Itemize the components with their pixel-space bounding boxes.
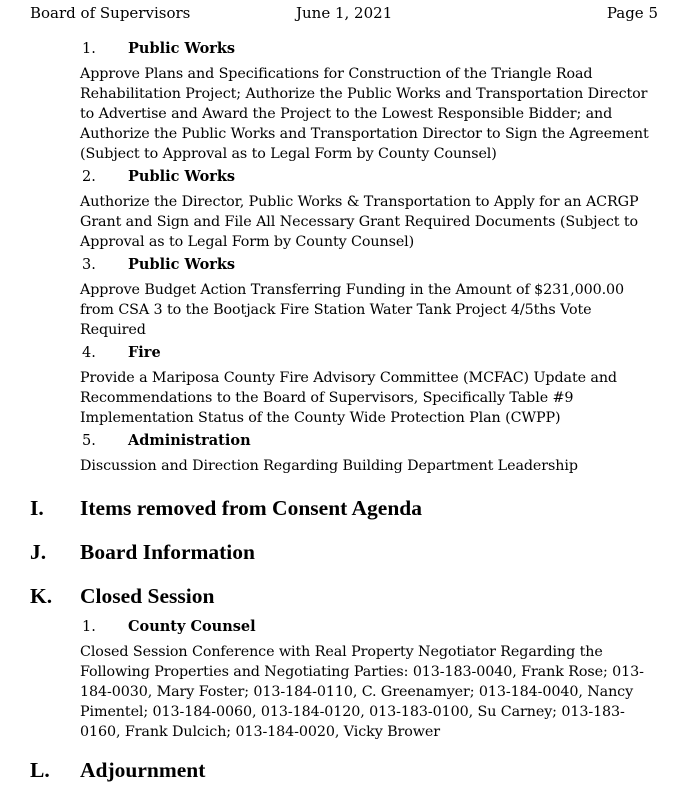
item-description: Closed Session Conference with Real Property Negotiator Regarding the Following Properties and Negotiating Parties: 013-183-0040, Frank Rose; 013-184-0030, Mary Foster; 013-184-0110, C. Greenamyer; 013-184-0040, Nancy Pimentel; 013-184-0060, 013-184-0120, 013-183-0100, Su Carney; 013-183-0160, Frank Dulcich; 013-184-0020, Vicky Brower [80, 644, 644, 740]
section-title: Closed Session [80, 584, 215, 608]
section-adjournment [0, 758, 680, 782]
item-number: 2. [82, 169, 96, 185]
item-department: Administration [128, 432, 251, 449]
agenda-item-fire-4 [80, 344, 652, 428]
section-board-information [0, 540, 680, 564]
agenda-item-public-works-2 [80, 168, 652, 252]
section-letter: K. [30, 584, 53, 608]
item-description: Approve Plans and Specifications for Construction of the Triangle Road Rehabilitation Project; Authorize the Public Works and Transportation Director to Advertise and Award the Project to the Lowest Responsible Bidder; and Authorize the Public Works and Transportation Director to Sign the Agreement (Subject to Approval as to Legal Form by County Counsel) [80, 66, 649, 162]
header-board-name: Board of Supervisors [30, 4, 191, 22]
item-description: Discussion and Direction Regarding Building Department Leadership [80, 458, 578, 474]
agenda-item-public-works-3 [80, 256, 652, 340]
item-department: Public Works [128, 40, 236, 57]
item-department: Public Works [128, 168, 236, 185]
item-number: 4. [82, 345, 96, 361]
agenda-content [0, 40, 680, 802]
item-description: Authorize the Director, Public Works & Transportation to Apply for an ACRGP Grant and Sign and File All Necessary Grant Required Documents (Subject to Approval as to Legal Form by County Counsel) [80, 194, 639, 250]
item-number: 1. [82, 619, 96, 635]
header-date: June 1, 2021 [296, 4, 393, 22]
item-number: 1. [82, 41, 96, 57]
agenda-item-public-works-1 [80, 40, 652, 164]
section-letter: L. [30, 758, 50, 782]
item-number: 3. [82, 257, 96, 273]
item-description: Approve Budget Action Transferring Funding in the Amount of $231,000.00 from CSA 3 to the Bootjack Fire Station Water Tank Project 4/5ths Vote Required [80, 282, 625, 338]
section-items-removed [0, 496, 680, 520]
section-closed-session [0, 584, 680, 608]
section-letter: I. [30, 496, 44, 520]
item-description: Provide a Mariposa County Fire Advisory Committee (MCFAC) Update and Recommendations to the Board of Supervisors, Specifically Table #9 Implementation Status of the County Wide Protection Plan (CWPP) [80, 370, 617, 426]
item-department: Public Works [128, 256, 236, 273]
item-department: County Counsel [128, 618, 256, 635]
header-page-number: Page 5 [606, 4, 658, 22]
agenda-item-administration-5 [80, 432, 652, 476]
agenda-item-county-counsel-1 [80, 618, 652, 742]
page-header [0, 4, 680, 24]
item-number: 5. [82, 433, 96, 449]
section-title: Items removed from Consent Agenda [80, 496, 422, 520]
section-title: Board Information [80, 540, 255, 564]
item-department: Fire [128, 344, 161, 361]
section-title: Adjournment [80, 758, 206, 782]
section-letter: J. [30, 540, 47, 564]
